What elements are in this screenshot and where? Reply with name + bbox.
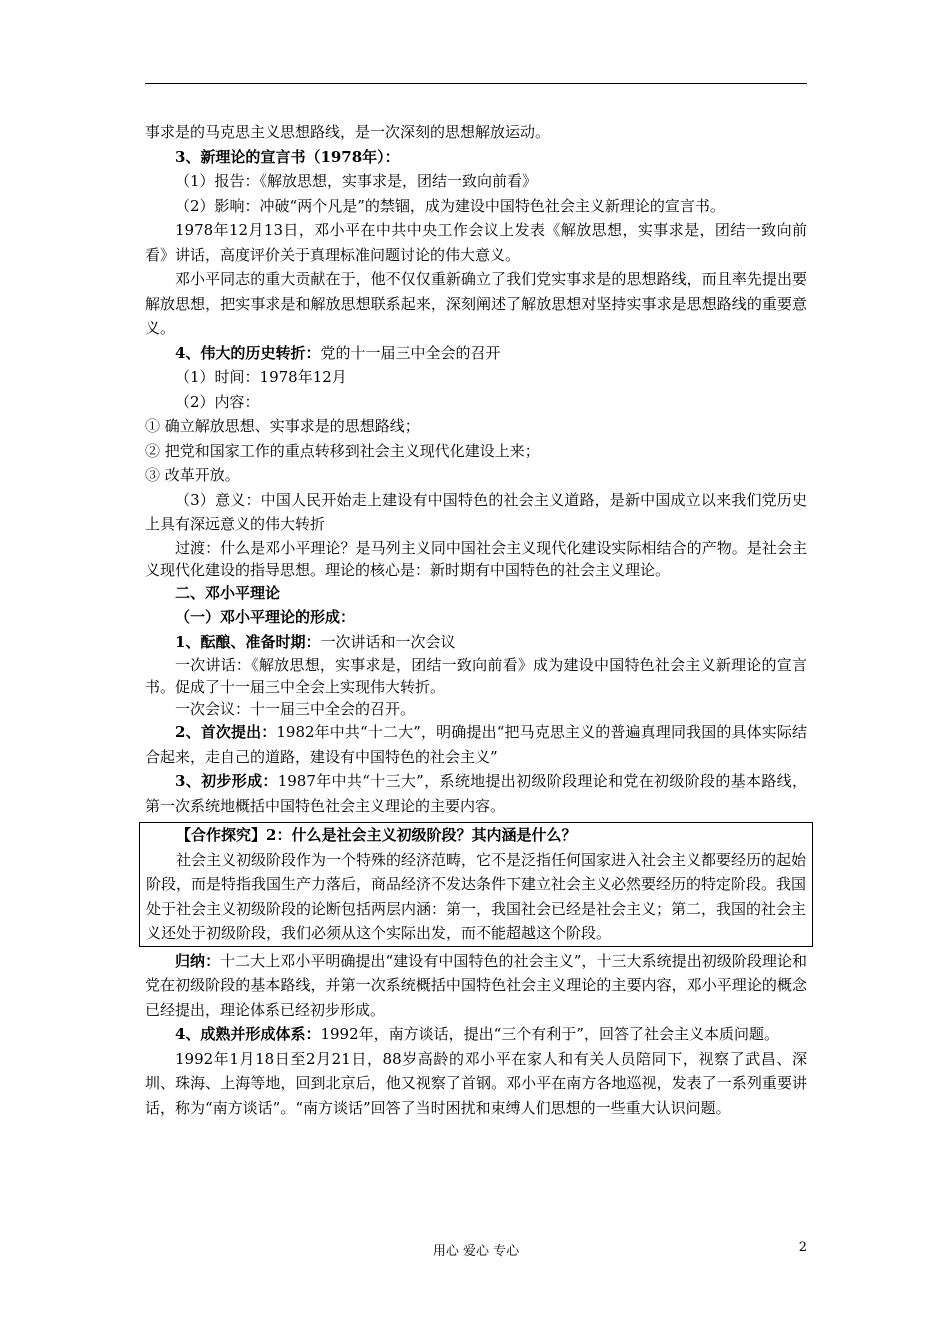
list-item: （3）意义：中国人民开始走上建设有中国特色的社会主义道路，是新中国成立以来我们党历史上具有深远意义的伟大转折	[145, 490, 807, 533]
paragraph-text: 1992年，南方谈话，提出“三个有利于”，回答了社会主义本质问题。	[320, 1025, 779, 1043]
list-item: （2）内容：	[175, 392, 260, 411]
list-item: ③ 改革开放。	[145, 466, 240, 484]
list-item: ① 确立解放思想、实事求是的思想路线；	[145, 417, 420, 435]
paragraph: 1978年12月13日，邓小平在中共中央工作会议上发表《解放思想，实事求是，团结一致向前看》讲话，高度评价关于真理标准问题讨论的伟大意义。	[145, 221, 807, 264]
document-body	[145, 120, 807, 1120]
heading-text: 党的十一届三中全会的召开	[320, 343, 501, 362]
paragraph: 过渡：什么是邓小平理论？是马列主义同中国社会主义现代化建设实际相结合的产物。是社会主义现代化建设的指导思想。理论的核心是：新时期有中国特色的社会主义理论。	[145, 538, 807, 579]
page-number: 2	[798, 1240, 807, 1255]
heading-text: 一次讲话和一次会议	[320, 632, 456, 651]
section-heading-line	[145, 341, 807, 366]
header-rule	[145, 83, 807, 84]
paragraph: 邓小平同志的重大贡献在于，他不仅仅重新确立了我们党实事求是的思想路线，而且率先提出要解放思想，把实事求是和解放思想联系起来，深刻阐述了解放思想对坚持实事求是思想路线的重要意义。	[145, 270, 807, 337]
box-title: 【合作探究】2：什么是社会主义初级阶段？其内涵是什么？	[176, 826, 577, 844]
paragraph: 1992年1月18日至2月21日，88岁高龄的邓小平在家人和有关人员陪同下，视察了武昌、深圳、珠海、上海等地，回到北京后，他又视察了首钢。邓小平在南方各地巡视，发表了一系列重要讲话，称为“南方谈话”。“南方谈话”回答了当时困扰和束缚人们思想的一些重大认识问题。	[145, 1049, 807, 1117]
section-heading: 3、初步形成：	[175, 772, 278, 790]
list-item: （1）报告：《解放思想，实事求是，团结一致向前看》	[175, 172, 538, 190]
section-paragraph	[145, 1022, 807, 1047]
section-heading-line	[145, 630, 807, 655]
section-heading: 1、酝酿、准备时期：	[175, 632, 321, 651]
list-item: （2）影响：冲破“两个凡是”的禁锢，成为建设中国特色社会主义新理论的宣言书。	[175, 196, 725, 215]
summary-paragraph	[145, 949, 807, 1023]
list-item: （1）时间：1978年12月	[175, 368, 347, 386]
section-paragraph	[145, 720, 807, 769]
paragraph: 一次会议：十一届三中全会的召开。	[175, 700, 416, 718]
cooperative-inquiry-box	[139, 822, 813, 947]
paragraph: 一次讲话：《解放思想，实事求是，团结一致向前看》成为建设中国特色社会主义新理论的宣言书。促成了十一届三中全会上实现伟大转折。	[145, 656, 807, 696]
section-heading: 4、成熟并形成体系：	[175, 1025, 321, 1043]
section-paragraph	[145, 769, 807, 818]
section-heading: 二、邓小平理论	[175, 583, 281, 602]
summary-label: 归纳：	[175, 951, 221, 970]
footer-text: 用心 爱心 专心	[432, 1244, 520, 1259]
section-heading: 3、新理论的宣言书（1978年）：	[175, 147, 400, 166]
paragraph-text: 1982年中共“十二大”，明确提出“把马克思主义的普遍真理同我国的具体实际结合起来，走自己的道路，建设有中国特色的社会主义”	[145, 723, 807, 766]
section-heading: （一）邓小平理论的形成：	[175, 608, 356, 626]
box-text: 社会主义初级阶段作为一个特殊的经济范畴，它不是泛指任何国家进入社会主义都要经历的起始阶段，而是特指我国生产力落后，商品经济不发达条件下建立社会主义必然要经历的特定阶段。我国处于社会主义初级阶段的论断包括两层内涵：第一，我国社会已经是社会主义；第二，我国的社会主义还处于初级阶段，我们必须从这个实际出发，而不能超越这个阶段。	[146, 850, 807, 942]
section-heading: 2、首次提出：	[175, 723, 277, 741]
page-footer	[145, 1240, 807, 1260]
list-item: ② 把党和国家工作的重点转移到社会主义现代化建设上来；	[145, 441, 540, 460]
section-heading: 4、伟大的历史转折：	[175, 343, 321, 362]
paragraph: 事求是的马克思主义思想路线，是一次深刻的思想解放运动。	[145, 123, 551, 141]
paragraph-text: 十二大上邓小平明确提出“建设有中国特色的社会主义”，十三大系统提出初级阶段理论和党在初级阶段的基本路线，并第一次系统概括中国特色社会主义理论的主要内容，邓小平理论的概念已经提出，理论体系已经初步形成。	[145, 951, 807, 1019]
paragraph-text: 1987年中共“十三大”，系统地提出初级阶段理论和党在初级阶段的基本路线，第一次系统地概括中国特色社会主义理论的主要内容。	[145, 772, 807, 815]
